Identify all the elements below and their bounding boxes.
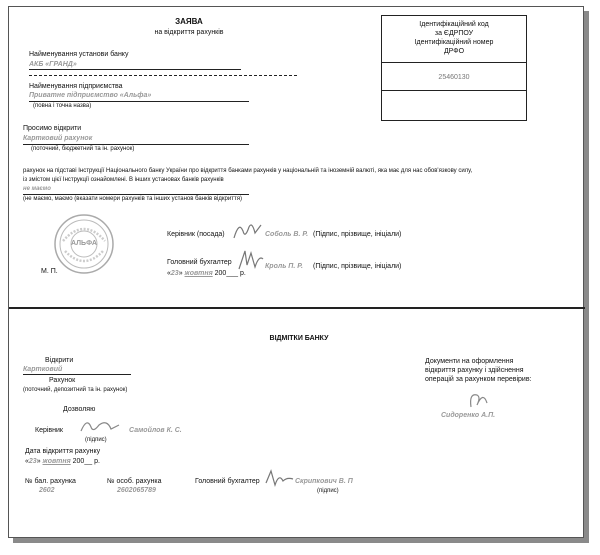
docs-checker-name: Сидоренко А.П. <box>441 412 496 419</box>
id-code-box <box>381 15 527 121</box>
personal-account-value: 2602065789 <box>117 487 156 494</box>
chief-accountant-name: Скрипкович В. П <box>295 478 353 485</box>
open-date-value: «23» жовтня 200__ р. <box>25 458 100 465</box>
statement-line-2: із змістом цієї Інструкції ознайомлені. В інших установах банків рахунків <box>23 177 224 183</box>
section-divider <box>9 307 585 309</box>
other-accounts-note: (не маємо, маємо (вказати номери рахунків та інших установ банків відкриття) <box>23 196 242 202</box>
docs-checked-label: Документи на оформлення відкриття рахунку і здійснення операцій за рахунком перевірив: <box>425 358 532 383</box>
accountant-date: «23» жовтня 200___ р. <box>167 270 246 277</box>
stamp-caption: М. П. <box>41 268 58 275</box>
request-label: Просимо відкрити <box>23 125 82 132</box>
account-label: Рахунок <box>49 377 76 384</box>
accountant-note: (Підпис, прізвище, ініціали) <box>313 263 402 270</box>
stamp-text: АЛЬФА <box>71 240 97 247</box>
manager-label: Керівник <box>35 427 63 434</box>
account-type-value: Картковий <box>23 366 63 373</box>
open-label: Відкрити <box>45 357 74 364</box>
director-label: Керівник (посада) <box>167 231 225 238</box>
bal-account-value: 2602 <box>39 487 55 494</box>
manager-name: Самойлов К. С. <box>129 427 182 434</box>
bank-name-value: АКБ «ГРАНД» <box>29 61 77 68</box>
request-value: Картковий рахунок <box>23 135 93 142</box>
application-form <box>8 6 584 538</box>
company-name-label: Найменування підприємства <box>29 83 123 90</box>
accountant-name: Кроль П. Р. <box>265 263 303 270</box>
request-note: (поточний, бюджетний та ін. рахунок) <box>31 146 135 152</box>
bank-name-label: Найменування установи банку <box>29 51 129 58</box>
chief-accountant-signature-icon <box>263 467 295 494</box>
statement-line-1: рахунок на підставі Інструкції Національного банку України про відкриття банками рахунків у національній та іноземній валюті, яка має для нас обов'язкову силу, <box>23 168 473 174</box>
form-title: ЗАЯВА <box>175 17 203 26</box>
accountant-label: Головний бухгалтер <box>167 259 232 266</box>
id-code-label: Ідентифікаційний код за ЄДРПОУ Ідентифікаційний номер ДРФО <box>414 21 494 55</box>
other-accounts-value: не маємо <box>23 186 51 192</box>
bal-account-label: № бал. рахунка <box>25 478 76 485</box>
chief-accountant-note: (підпис) <box>317 488 339 494</box>
director-note: (Підпис, прізвище, ініціали) <box>313 231 402 238</box>
personal-account-label: № особ. рахунка <box>107 478 162 485</box>
form-subtitle: на відкриття рахунків <box>154 29 224 36</box>
id-code-value: 25460130 <box>438 74 470 81</box>
open-date-label: Дата відкриття рахунку <box>25 448 101 455</box>
account-note: (поточний, депозитний та ін. рахунок) <box>23 387 128 393</box>
allow-label: Дозволяю <box>63 406 96 413</box>
company-name-value: Приватне підприємство «Альфа» <box>29 92 152 99</box>
director-signature-icon <box>231 219 263 246</box>
company-name-note: (повна і точна назва) <box>33 103 92 109</box>
manager-note: (підпис) <box>85 437 107 443</box>
company-stamp-icon <box>53 213 115 275</box>
chief-accountant-label: Головний бухгалтер <box>195 478 260 485</box>
director-name: Соболь В. Р. <box>265 231 309 238</box>
bank-marks-title: ВІДМІТКИ БАНКУ <box>269 335 329 342</box>
